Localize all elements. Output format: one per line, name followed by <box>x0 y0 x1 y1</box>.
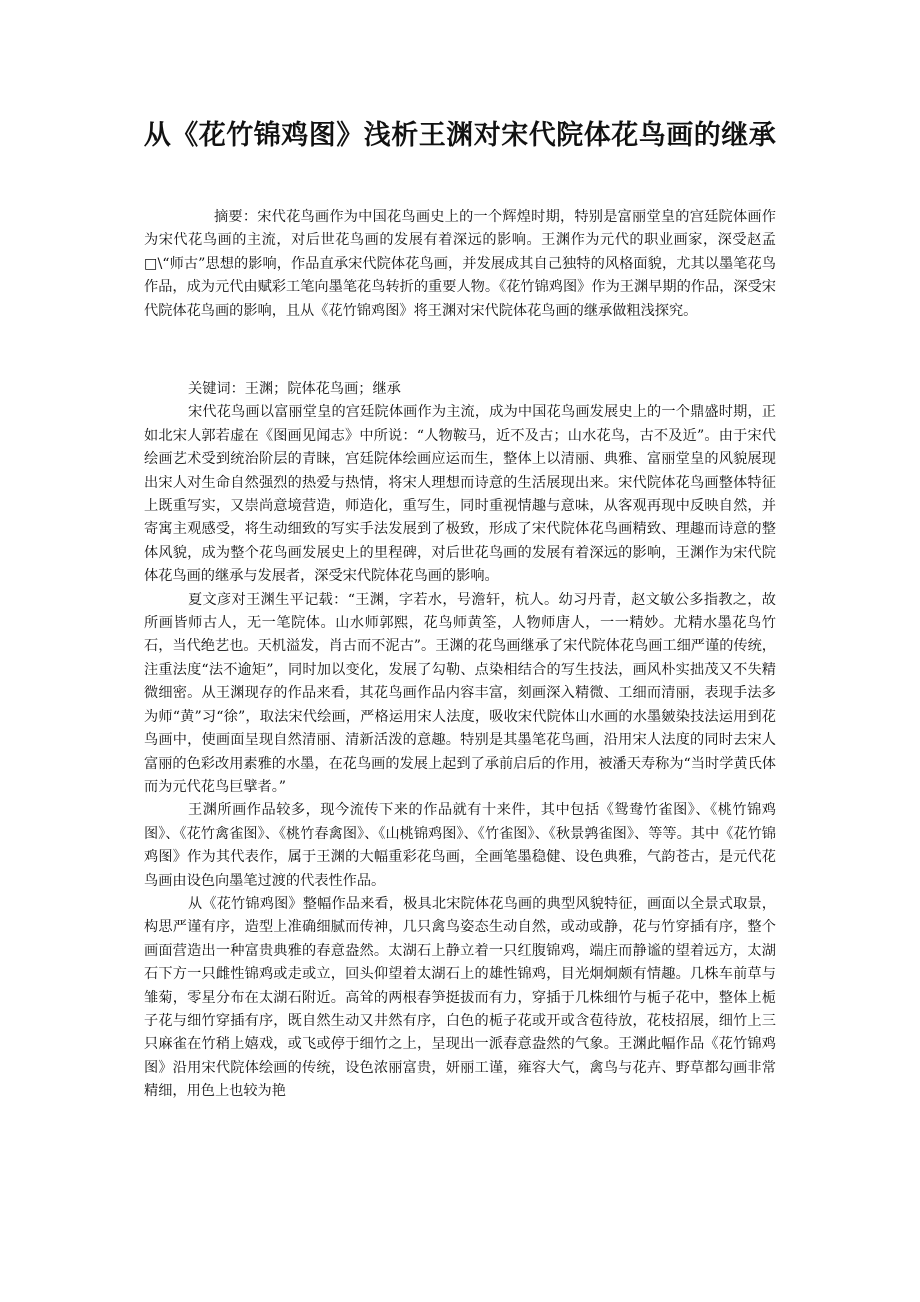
keywords-line: 关键词：王渊；院体花鸟画；继承 <box>188 381 401 397</box>
body-paragraph: 宋代花鸟画以富丽堂皇的宫廷院体画作为主流，成为中国花鸟画发展史上的一个鼎盛时期，正如北宋人郭若虚在《图画见闻志》中所说：“人物鞍马，近不及古；山水花鸟，古不及近”。由于宋代绘画艺术受到统治阶层的青睐，宫廷院体绘画应运而生，整体上以清丽、典雅、富丽堂皇的风貌展现出宋人对生命自然强烈的热爱与热情，将宋人理想而诗意的生活展现出来。宋代院体花鸟画整体特征上既重写实，又崇尚意境营造，师造化，重写生，同时重视情趣与意味，从客观再现中反映自然，并寄寓主观感受，将生动细致的写实手法发展到了极致，形成了宋代院体花鸟画精致、理趣而诗意的整体风貌，成为整个花鸟画发展史上的里程碑，对后世花鸟画的发展有着深远的影响，王渊作为宋代院体花鸟画的继承与发展者，深受宋代院体花鸟画的影响。 <box>144 404 776 585</box>
paper-title: 从《花竹锦鸡图》浅析王渊对宋代院体花鸟画的继承 <box>143 120 777 151</box>
body-paragraph: 从《花竹锦鸡图》整幅作品来看，极具北宋院体花鸟画的典型风貌特征，画面以全景式取景，构思严谨有序，造型上准确细腻而传神，几只禽鸟姿态生动自然，或动或静，花与竹穿插有序，整个画面营造出一种富贵典雅的春意盎然。太湖石上静立着一只红腹锦鸡，端庄而静谧的望着远方，太湖石下方一只雌性锦鸡或走或立，回头仰望着太湖石上的雄性锦鸡，目光炯炯颇有情趣。几株车前草与雏菊，零星分布在太湖石附近。高耸的两根春笋挺拔而有力，穿插于几株细竹与栀子花中，整体上栀子花与细竹穿插有序，既自然生动又井然有序，白色的栀子花或开或含苞待放，花枝招展，细竹上三只麻雀在竹稍上嬉戏，或飞或停于细竹之上，呈现出一派春意盎然的气象。王渊此幅作品《花竹锦鸡图》沿用宋代院体绘画的传统，设色浓丽富贵，妍丽工谨，雍容大气，禽鸟与花卉、野草都勾画非常精细，用色上也较为艳 <box>144 895 776 1100</box>
abstract-paragraph: 摘要：宋代花鸟画作为中国花鸟画史上的一个辉煌时期，特别是富丽堂皇的宫廷院体画作为宋代花鸟画的主流，对后世花鸟画的发展有着深远的影响。王渊作为元代的职业画家，深受赵孟□\“师古”思想的影响，作品直承宋代院体花鸟画，并发展成其自己独特的风格面貌，尤其以墨笔花鸟作品，成为元代由赋彩工笔向墨笔花鸟转折的重要人物。《花竹锦鸡图》作为王渊早期的作品，深受宋代院体花鸟画的影响，且从《花竹锦鸡图》将王渊对宋代院体花鸟画的继承做粗浅探究。 <box>144 209 776 319</box>
body-paragraph: 夏文彦对王渊生平记载：“王渊，字若水，号澹轩，杭人。幼习丹青，赵文敏公多指教之，故所画皆师古人，无一笔院体。山水师郭熙，花鸟师黄筌，人物师唐人，一一精妙。尤精水墨花鸟竹石，当代绝艺也。天机溢发，肖古而不泥古”。王渊的花鸟画继承了宋代院体花鸟画工细严谨的传统，注重法度“法不逾矩”，同时加以变化，发展了勾勒、点染相结合的写生技法，画风朴实拙茂又不失精微细密。从王渊现存的作品来看，其花鸟画作品内容丰富，刻画深入精微、工细而清丽，表现手法多为师“黄”习“徐”，取法宋代绘画，严格运用宋人法度，吸收宋代院体山水画的水墨皴染技法运用到花鸟画中，使画面呈现自然清丽、清新活泼的意趣。特别是其墨笔花鸟画，沿用宋人法度的同时去宋人富丽的色彩改用素雅的水墨，在花鸟画的发展上起到了承前启后的作用，被潘天寿称为“当时学黄氏体而为元代花鸟巨擘者。” <box>144 591 776 795</box>
body-paragraph: 王渊所画作品较多，现今流传下来的作品就有十来件，其中包括《鸳鸯竹雀图》、《桃竹锦鸡图》、《花竹禽雀图》、《桃竹春禽图》、《山桃锦鸡图》、《竹雀图》、《秋景鹑雀图》、等等。其中《花竹锦鸡图》作为其代表作，属于王渊的大幅重彩花鸟画，全画笔墨稳健、设色典雅，气韵苍古，是元代花鸟画由设色向墨笔过渡的代表性作品。 <box>144 802 776 889</box>
main-body <box>144 378 776 1104</box>
abstract-section <box>144 206 776 323</box>
